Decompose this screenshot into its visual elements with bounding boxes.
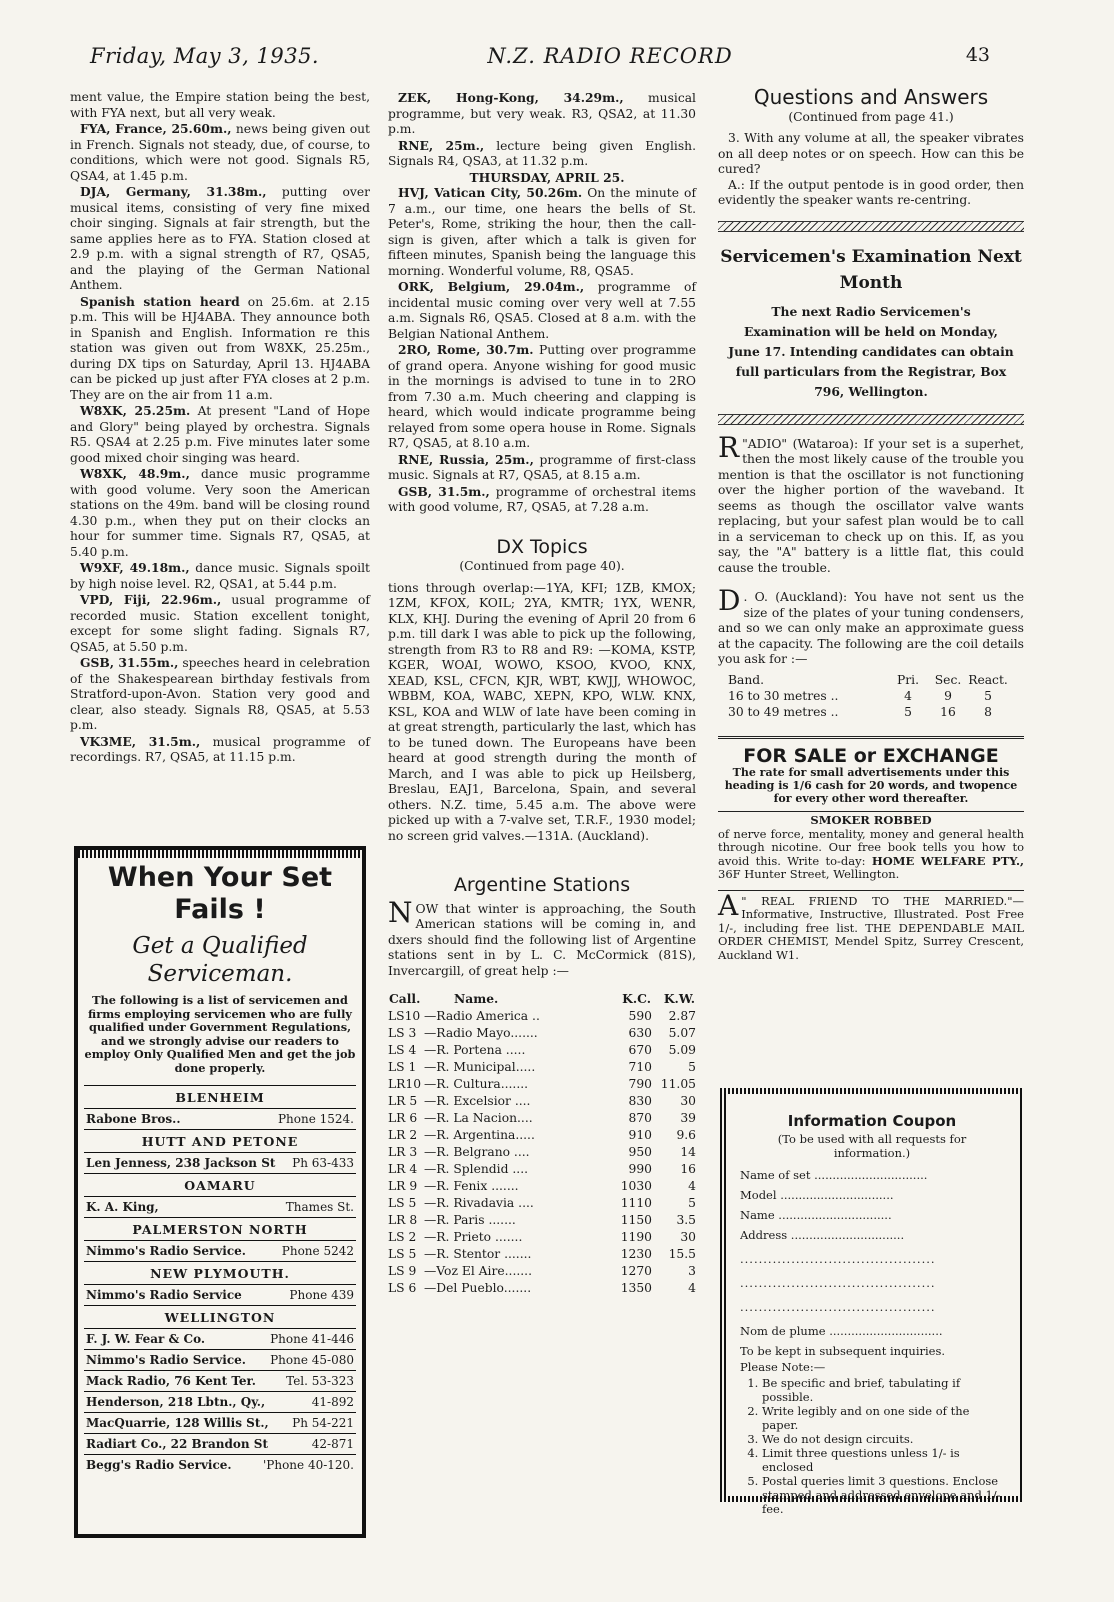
address-line-2[interactable]: .......................................... <box>740 1252 936 1266</box>
paragraph-text: musical programme of recordings. R7, QSA5, at 11.15 p.m. <box>70 734 370 764</box>
serviceman-entry <box>84 1284 356 1305</box>
table-row <box>388 1212 696 1229</box>
coupon-note: 5. Postal queries limit 3 questions. Enclose stamped and addressed envelope and 1/- fee. <box>762 1474 1004 1516</box>
paragraph-text: dance music. Signals spoilt by high noise level. R2, QSA1, at 5.44 p.m. <box>70 561 370 591</box>
log-paragraph <box>388 279 696 342</box>
do-dropcap: D <box>718 584 741 617</box>
station-name: —R. Splendid .... <box>424 1162 529 1176</box>
radio-dropcap: R <box>718 430 740 464</box>
paragraph-text: usual programme of recorded music. Station excellent tonight, except for some slight fading. Signals R7, QSA5, at 5.50 p.m. <box>70 593 370 654</box>
nom-de-plume-field[interactable] <box>740 1324 1004 1338</box>
serviceman-name: Nimmo's Radio Service <box>86 1288 242 1302</box>
coupon-field-model[interactable] <box>740 1188 1004 1202</box>
serviceman-phone: Ph 54-221 <box>292 1416 354 1430</box>
station-name: —R. Prieto ....... <box>424 1230 523 1244</box>
serviceman-name: Nimmo's Radio Service. <box>86 1353 246 1367</box>
serviceman-entry <box>84 1454 356 1475</box>
coupon-field-address[interactable] <box>740 1228 1004 1242</box>
station-call: LR 4 <box>388 1162 418 1176</box>
paragraph-text: lecture being given English. Signals R4, QSA3, at 11.32 p.m. <box>388 138 696 168</box>
table-row <box>388 1229 696 1246</box>
station-name: —R. Stentor ....... <box>424 1247 532 1261</box>
station-lead: Spanish station heard <box>80 293 240 309</box>
log-paragraph <box>70 560 370 592</box>
station-lead: DJA, Germany, 31.38m., <box>80 184 267 199</box>
col-header-kc: K.C. <box>622 991 651 1006</box>
station-lead: RNE, Russia, 25m., <box>398 451 534 467</box>
paragraph-text: Putting over programme of grand opera. Anyone wishing for good music in the mornings is advised to tune in to 2RO from 7.30 a.m. Much cheering and clapping is heard, which would indicate programme being relayed from some opera house in Rome. Signals R7, QSA5, at 8.10 a.m. <box>388 343 696 450</box>
station-kw: 5.07 <box>668 1026 696 1040</box>
station-kc: 870 <box>628 1111 652 1125</box>
dx-topics-text: tions through overlap:—1YA, KFI; 1ZB, KMOX; 1ZM, KFOX, KOIL; 2YA, KMTR; 1YX, WENR, KLX, KHJ. During the evening of April 20 from 6 p.m. till dark I was able to pick up the following, strength from R3 to R8 and R9: —KOMA, KSTP, KGER, WOAI, WOWO, KSOO, KVOO, KNX, XEAD, KSL, CFCN, KJR, WBT, KWJJ, WHOWOC, WBBM, KOA, WABC, XEPN, KPO, WLW. KNX, KSL, KOA and WLW of late have been coming in at great strength, particularly the last, which has to be tuned down. The Europeans have been heard at good strength during the month of March, and I was able to pick up Heilsberg, Breslau, EAJ1, Barcelona, Spain, and several others. N.Z. time, 5.45 a.m. The above were picked up with a 7-valve set, T.R.F., 1930 model; no screen grid valves.—131A. (Auckland). <box>388 580 696 843</box>
serviceman-phone: Phone 439 <box>289 1288 354 1302</box>
station-lead: FYA, France, 25.60m., <box>80 121 232 136</box>
station-lead: HVJ, Vatican City, 50.26m. <box>398 185 583 200</box>
field-dots: ............................... <box>778 1208 892 1222</box>
station-lead: 2RO, Rome, 30.7m. <box>398 342 534 357</box>
masthead: N.Z. RADIO RECORD <box>487 44 733 68</box>
station-kw: 15.5 <box>668 1247 696 1261</box>
station-kc: 670 <box>628 1043 652 1057</box>
table-row <box>388 1144 696 1161</box>
station-call: LR 3 <box>388 1145 418 1159</box>
smoker-ad <box>718 828 1024 882</box>
field-label: Address <box>740 1228 788 1242</box>
station-name: —Radio Mayo....... <box>424 1026 538 1040</box>
section-rule <box>718 736 1024 739</box>
serviceman-entry <box>84 1152 356 1173</box>
town-heading: PALMERSTON NORTH <box>84 1217 356 1240</box>
serviceman-name: MacQuarrie, 128 Willis St., <box>86 1416 269 1430</box>
town-heading: NEW PLYMOUTH. <box>84 1261 356 1284</box>
qa-subtitle: (Continued from page 41.) <box>788 109 954 124</box>
smoker-address: 36F Hunter Street, Wellington. <box>718 867 900 881</box>
column-3 <box>718 85 1024 962</box>
argentine-dropcap: N <box>388 895 413 929</box>
log-paragraph <box>70 655 370 734</box>
serviceman-name: Begg's Radio Service. <box>86 1458 232 1472</box>
table-row <box>388 1246 696 1263</box>
qa-question-3: 3. With any volume at all, the speaker vibrates on all deep notes or on speech. How can this be cured? <box>718 131 1024 176</box>
page-number: 43 <box>965 44 990 66</box>
paragraph-text: programme of first-class music. Signals at R7, QSA5, at 8.15 a.m. <box>388 452 696 482</box>
station-name: —R. Portena ..... <box>424 1043 526 1057</box>
nom-note: To be kept in subsequent inquiries. <box>740 1344 946 1358</box>
station-lead: W8XK, 48.9m., <box>80 466 190 481</box>
serviceman-directory <box>84 1085 356 1475</box>
coil-details-table <box>728 672 1008 720</box>
nom-label: Nom de plume <box>740 1324 826 1338</box>
ad-subhead: Get a Qualified Serviceman. <box>132 933 308 987</box>
paragraph-text: programme of incidental music coming over very well at 7.55 a.m. Signals R6, QSA5. Closed at 8 a.m. with the Belgian National Anthem. <box>388 280 697 341</box>
town-heading: HUTT AND PETONE <box>84 1129 356 1152</box>
station-name: —Del Pueblo....... <box>424 1281 532 1295</box>
station-kc: 1230 <box>620 1247 652 1261</box>
paragraph-text: putting over musical items, consisting of very fine mixed choir singing. Signals at fair strength, but the same applies here as to FYA. Station closed at 2.9 p.m. with a signal strength of R7, QSA5, and the playing of the German National Anthem. <box>70 185 370 292</box>
station-name: —Voz El Aire....... <box>424 1264 532 1278</box>
field-dots: ............................... <box>814 1168 928 1182</box>
coupon-note: 4. Limit three questions unless 1/- is enclosed <box>762 1446 1004 1474</box>
station-name: —R. Fenix ....... <box>424 1179 519 1193</box>
station-kw: 4 <box>688 1179 696 1193</box>
station-call: LR 6 <box>388 1111 418 1125</box>
station-kc: 990 <box>628 1162 652 1176</box>
smoker-address-name: HOME WELFARE PTY., <box>871 853 1024 868</box>
log-paragraph <box>388 342 696 452</box>
station-kc: 830 <box>628 1094 652 1108</box>
station-kw: 39 <box>680 1111 696 1125</box>
station-call: LS10 <box>388 1009 421 1023</box>
station-kc: 590 <box>628 1009 652 1023</box>
coil-band: 30 to 49 metres .. <box>728 704 839 719</box>
station-name: —R. Argentina..... <box>424 1128 535 1142</box>
field-label: Name <box>740 1208 775 1222</box>
radio-open-quote: " <box>742 436 748 451</box>
log-paragraph <box>70 592 370 655</box>
station-call: LR 2 <box>388 1128 418 1142</box>
serviceman-name: Nimmo's Radio Service. <box>86 1244 246 1258</box>
paragraph-text: ment value, the Empire station being the best, with FYA next, but all very weak. <box>70 90 370 120</box>
station-kc: 710 <box>628 1060 652 1074</box>
radio-answer <box>718 430 1024 577</box>
table-row <box>388 1161 696 1178</box>
serviceman-entry <box>84 1391 356 1412</box>
log-paragraph <box>70 403 370 466</box>
coil-pri: 5 <box>904 704 912 719</box>
station-kw: 5.09 <box>668 1043 696 1057</box>
serviceman-phone: 'Phone 40-120. <box>262 1458 354 1472</box>
log-paragraph <box>70 734 370 766</box>
station-name: —R. Excelsior .... <box>424 1094 531 1108</box>
friend-ad <box>718 890 1024 963</box>
station-kw: 3 <box>688 1264 696 1278</box>
station-lead: RNE, 25m., <box>398 137 485 153</box>
station-kc: 950 <box>628 1145 652 1159</box>
serviceman-phone: Phone 1524. <box>277 1112 354 1126</box>
station-kc: 1150 <box>620 1213 652 1227</box>
station-kc: 630 <box>628 1026 652 1040</box>
station-name: —R. La Nacion.... <box>424 1111 533 1125</box>
friend-dropcap: A <box>718 888 739 922</box>
serviceman-name: K. A. King, <box>86 1200 159 1214</box>
please-note: Please Note:— <box>740 1360 826 1374</box>
log-paragraph <box>70 294 370 404</box>
station-kc: 1270 <box>620 1264 652 1278</box>
col-header-call: Call. <box>389 991 421 1006</box>
serviceman-name: Len Jenness, 238 Jackson St <box>86 1156 276 1170</box>
day-heading: THURSDAY, APRIL 25. <box>469 169 625 185</box>
station-call: LS 3 <box>388 1026 417 1040</box>
argentine-intro <box>388 895 696 980</box>
coupon-subtitle: (To be used with all requests for information.) <box>777 1132 967 1160</box>
station-call: LR 5 <box>388 1094 418 1108</box>
station-kw: 9.6 <box>676 1128 696 1142</box>
for-sale-rate: The rate for small advertisements under this heading is 1/6 cash for 20 words, and twopence for every other word thereafter. <box>724 766 1018 805</box>
serviceman-name: Henderson, 218 Lbtn., Qy., <box>86 1395 266 1409</box>
station-lead: ORK, Belgium, 29.04m., <box>398 279 585 294</box>
serviceman-entry <box>84 1349 356 1370</box>
serviceman-entry <box>84 1196 356 1217</box>
coil-header-band: Band. <box>728 672 765 687</box>
station-lead: VPD, Fiji, 22.96m., <box>80 592 222 607</box>
station-call: LS 6 <box>388 1281 417 1295</box>
information-coupon <box>720 1088 1024 1516</box>
station-kw: 5 <box>688 1196 696 1210</box>
station-kw: 5 <box>688 1060 696 1074</box>
address-line-3[interactable]: .......................................... <box>740 1276 936 1290</box>
dx-log-part-a <box>388 90 696 170</box>
station-kw: 4 <box>688 1281 696 1295</box>
log-paragraph <box>70 121 370 184</box>
log-paragraph <box>388 484 696 516</box>
coil-header-react: React. <box>968 672 1008 687</box>
paragraph-text: At present "Land of Hope and Glory" being played by orchestra. Signals R5. QSA4 at 2.25 p.m. Five minutes later some good mixed choir singing was heard. <box>70 404 370 465</box>
station-kw: 30 <box>680 1094 696 1108</box>
station-call: LS 9 <box>388 1264 417 1278</box>
station-name: —R. Rivadavia .... <box>424 1196 534 1210</box>
station-kc: 910 <box>628 1128 652 1142</box>
serviceman-advertisement <box>74 846 366 1538</box>
paragraph-text: on 25.6m. at 2.15 p.m. This will be HJ4ABA. They announce both in Spanish and English. Information re this station was given out from W8XK, 25.25m., during DX tips on Saturday, April 13. HJ4ABA can be picked up just after FYA closes at 2 p.m. They are on the air from 11 a.m. <box>70 294 370 402</box>
serviceman-entry <box>84 1433 356 1454</box>
table-row <box>388 1127 696 1144</box>
friend-text: REAL FRIEND TO THE MARRIED."—Informative, Instructive, Illustrated. Post Free 1/-, including free list. THE DEPENDABLE MAIL ORDER CHEMIST, Mendel Spitz, Surrey Crescent, Auckland W1. <box>718 893 1024 962</box>
radio-answer-text: ADIO" (Wataroa): If your set is a superhet, then the most likely cause of the trouble you mention is that the oscillator is not functioning over the higher portion of the waveband. It seems as though the oscillator valve wants replacing, but your safest plan would be to call in a serviceman to check up on this. If, as you say, the "A" battery is a little flat, this could cause the trouble. <box>718 436 1024 575</box>
station-name: —R. Cultura....... <box>424 1077 529 1091</box>
ad-border-band <box>78 850 362 858</box>
station-kw: 16 <box>680 1162 696 1176</box>
paragraph-text: news being given out in French. Signals not steady, due, of course, to conditions, which were not good. Signals R5, QSA4, at 1.45 p.m. <box>70 122 370 183</box>
town-heading: OAMARU <box>84 1173 356 1196</box>
qa-title: Questions and Answers <box>753 85 989 109</box>
serviceman-phone: Phone 5242 <box>281 1244 354 1258</box>
station-call: LS 5 <box>388 1247 417 1261</box>
station-name: —R. Paris ....... <box>424 1213 516 1227</box>
dx-log-continued <box>70 90 370 766</box>
station-kc: 1110 <box>620 1196 652 1210</box>
coil-row <box>728 704 1008 720</box>
serviceman-entry <box>84 1108 356 1129</box>
issue-date: Friday, May 3, 1935. <box>90 44 320 68</box>
decorative-rule <box>718 221 1024 232</box>
table-row <box>388 1008 696 1025</box>
field-dots: ............................... <box>790 1228 905 1242</box>
log-paragraph <box>70 184 370 294</box>
town-heading: WELLINGTON <box>84 1305 356 1328</box>
station-lead: W9XF, 49.18m., <box>80 560 190 575</box>
dx-topics-title: DX Topics <box>496 535 588 558</box>
table-row <box>388 1042 696 1059</box>
coupon-fields <box>740 1168 1004 1242</box>
ad-headline: When Your Set Fails ! <box>107 862 333 925</box>
page-header <box>90 44 1030 74</box>
coupon-note: 3. We do not design circuits. <box>762 1432 1004 1446</box>
col-header-name: Name. <box>454 991 499 1006</box>
coupon-note: 1. Be specific and brief, tabulating if possible. <box>762 1376 1004 1404</box>
station-lead: ZEK, Hong-Kong, 34.29m., <box>398 90 624 105</box>
station-name: —R. Municipal..... <box>424 1060 536 1074</box>
argentine-intro-text: OW that winter is approaching, the South American stations will be coming in, and dxers should find the following list of Argentine stations sent in by L. C. McCormick (81S), Invercargill, of great help :— <box>388 901 696 978</box>
station-kw: 2.87 <box>668 1009 696 1023</box>
table-row <box>388 1178 696 1195</box>
station-kc: 790 <box>628 1077 652 1091</box>
smoker-title: SMOKER ROBBED <box>718 811 1024 828</box>
table-row <box>388 1076 696 1093</box>
serviceman-entry <box>84 1328 356 1349</box>
exam-title: Servicemen's Examination Next Month <box>720 246 1022 293</box>
serviceman-phone: Tel. 53-323 <box>286 1374 354 1388</box>
coil-header-sec: Sec. <box>934 672 962 687</box>
table-row <box>388 1093 696 1110</box>
station-kc: 1350 <box>620 1281 652 1295</box>
column-2 <box>388 90 696 1297</box>
coil-react: 5 <box>984 688 992 703</box>
field-label: Model <box>740 1188 777 1202</box>
serviceman-entry <box>84 1370 356 1391</box>
paragraph-text: On the minute of 7 a.m., our time, one hears the bells of St. Peter's, Rome, striking the hour, then the call-sign is given, after which a talk is given for fifteen minutes, Spanish being the language this morning. Wonderful volume, R8, QSA5. <box>388 186 696 278</box>
qa-answer-3: A.: If the output pentode is in good order, then evidently the speaker wants re-centring. <box>718 177 1024 207</box>
coupon-field-name[interactable] <box>740 1208 1004 1222</box>
log-paragraph <box>70 466 370 560</box>
paragraph-text: programme of orchestral items with good volume, R7, QSA5, at 7.28 a.m. <box>388 484 696 514</box>
station-call: LR10 <box>388 1077 422 1091</box>
serviceman-phone: Phone 41-446 <box>270 1332 354 1346</box>
decorative-rule-2 <box>718 414 1024 425</box>
station-kc: 1190 <box>620 1230 652 1244</box>
exam-text: The next Radio Servicemen's Examination will be held on Monday, June 17. Intending candidates can obtain full particulars from the Registrar, Box 796, Wellington. <box>728 303 1014 399</box>
coil-sec: 9 <box>944 688 952 703</box>
station-call: LS 5 <box>388 1196 417 1210</box>
station-lead: VK3ME, 31.5m., <box>80 733 201 749</box>
station-kw: 14 <box>680 1145 696 1159</box>
station-name: —R. Belgrano .... <box>424 1145 530 1159</box>
coupon-field-name-of-set[interactable] <box>740 1168 1004 1182</box>
table-header-row <box>388 989 696 1008</box>
coupon-title: Information Coupon <box>787 1112 957 1130</box>
town-heading: BLENHEIM <box>84 1085 356 1108</box>
table-row <box>388 1195 696 1212</box>
station-lead: GSB, 31.5m., <box>398 483 490 499</box>
log-paragraph <box>388 452 696 484</box>
coil-sec: 16 <box>940 704 956 719</box>
serviceman-name: Mack Radio, 76 Kent Ter. <box>86 1374 256 1388</box>
coil-pri: 4 <box>904 688 912 703</box>
serviceman-entry <box>84 1412 356 1433</box>
smoker-text: of nerve force, mentality, money and general health through nicotine. Our free book tells you how to avoid this. Write to-day: <box>718 826 1024 868</box>
coil-header-row <box>728 672 1008 688</box>
nom-dots: ............................... <box>829 1324 943 1338</box>
log-paragraph <box>388 185 696 279</box>
station-call: LS 1 <box>388 1060 417 1074</box>
station-call: LR 8 <box>388 1213 418 1227</box>
serviceman-phone: Thames St. <box>285 1200 354 1214</box>
col-header-kw: K.W. <box>663 991 695 1006</box>
coil-body <box>728 688 1008 720</box>
for-sale-title: FOR SALE or EXCHANGE <box>743 744 999 767</box>
coil-band: 16 to 30 metres .. <box>728 688 839 703</box>
table-row <box>388 1110 696 1127</box>
table-row <box>388 1263 696 1280</box>
log-paragraph <box>70 90 370 121</box>
station-lead: GSB, 31.55m., <box>80 655 179 670</box>
station-kw: 30 <box>680 1230 696 1244</box>
serviceman-phone: Ph 63-433 <box>292 1156 354 1170</box>
field-dots: ............................... <box>780 1188 894 1202</box>
serviceman-name: Radiart Co., 22 Brandon St <box>86 1437 269 1451</box>
ad-intro: The following is a list of servicemen and firms employing servicemen who are fully qualified under Government Regulations, and we strongly advise our readers to employ Only Qualified Men and get the job done properly. <box>84 993 356 1075</box>
stations-body <box>388 1008 696 1297</box>
station-lead: W8XK, 25.25m. <box>80 403 191 418</box>
serviceman-phone: 41-892 <box>311 1395 354 1409</box>
dx-log-part-b <box>388 185 696 516</box>
station-kc: 1030 <box>620 1179 652 1193</box>
coil-header-pri: Pri. <box>897 672 919 687</box>
do-answer-text: . O. (Auckland): You have not sent us the size of the plates of your tuning condensers, and so we can only make an approximate guess at the capacity. The following are the coil details you ask for :— <box>718 590 1024 666</box>
station-call: LR 9 <box>388 1179 418 1193</box>
table-row <box>388 1025 696 1042</box>
table-row <box>388 1059 696 1076</box>
address-line-4[interactable]: .......................................... <box>740 1300 936 1314</box>
log-paragraph <box>388 138 696 170</box>
serviceman-entry <box>84 1240 356 1261</box>
coil-react: 8 <box>984 704 992 719</box>
coil-row <box>728 688 1008 704</box>
serviceman-phone: Phone 45-080 <box>270 1353 354 1367</box>
station-call: LS 2 <box>388 1230 417 1244</box>
serviceman-name: F. J. W. Fear & Co. <box>86 1332 206 1346</box>
field-label: Name of set <box>740 1168 811 1182</box>
argentine-stations-table <box>388 989 696 1297</box>
do-answer <box>718 584 1024 668</box>
station-kw: 3.5 <box>676 1213 696 1227</box>
coupon-note: 2. Write legibly and on one side of the paper. <box>762 1404 1004 1432</box>
argentine-title: Argentine Stations <box>453 874 631 896</box>
log-paragraph <box>388 90 696 138</box>
station-call: LS 4 <box>388 1043 417 1057</box>
column-1 <box>70 90 370 766</box>
serviceman-phone: 42-871 <box>311 1437 354 1451</box>
dx-topics-subtitle: (Continued from page 40). <box>459 559 625 573</box>
paragraph-text: speeches heard in celebration of the Shakespearean birthday festivals from Stratford-upon-Avon. Station very good and clear, also steady. Signals R8, QSA5, at 5.53 p.m. <box>70 656 370 732</box>
paragraph-text: dance music programme with good volume. Very soon the American stations on the 49m. band will be closing round 4.30 p.m., when they put on their clocks an hour for summer time. Signals R7, QSA5, at 5.40 p.m. <box>70 467 370 559</box>
coupon-notes <box>740 1376 1004 1516</box>
station-name: —Radio America .. <box>424 1009 540 1023</box>
paragraph-text: musical programme, but very weak. R3, QSA2, at 11.30 p.m. <box>388 91 696 136</box>
serviceman-name: Rabone Bros.. <box>86 1112 181 1126</box>
station-kw: 11.05 <box>660 1077 696 1091</box>
table-row <box>388 1280 696 1297</box>
friend-open-quote: " <box>741 893 747 908</box>
